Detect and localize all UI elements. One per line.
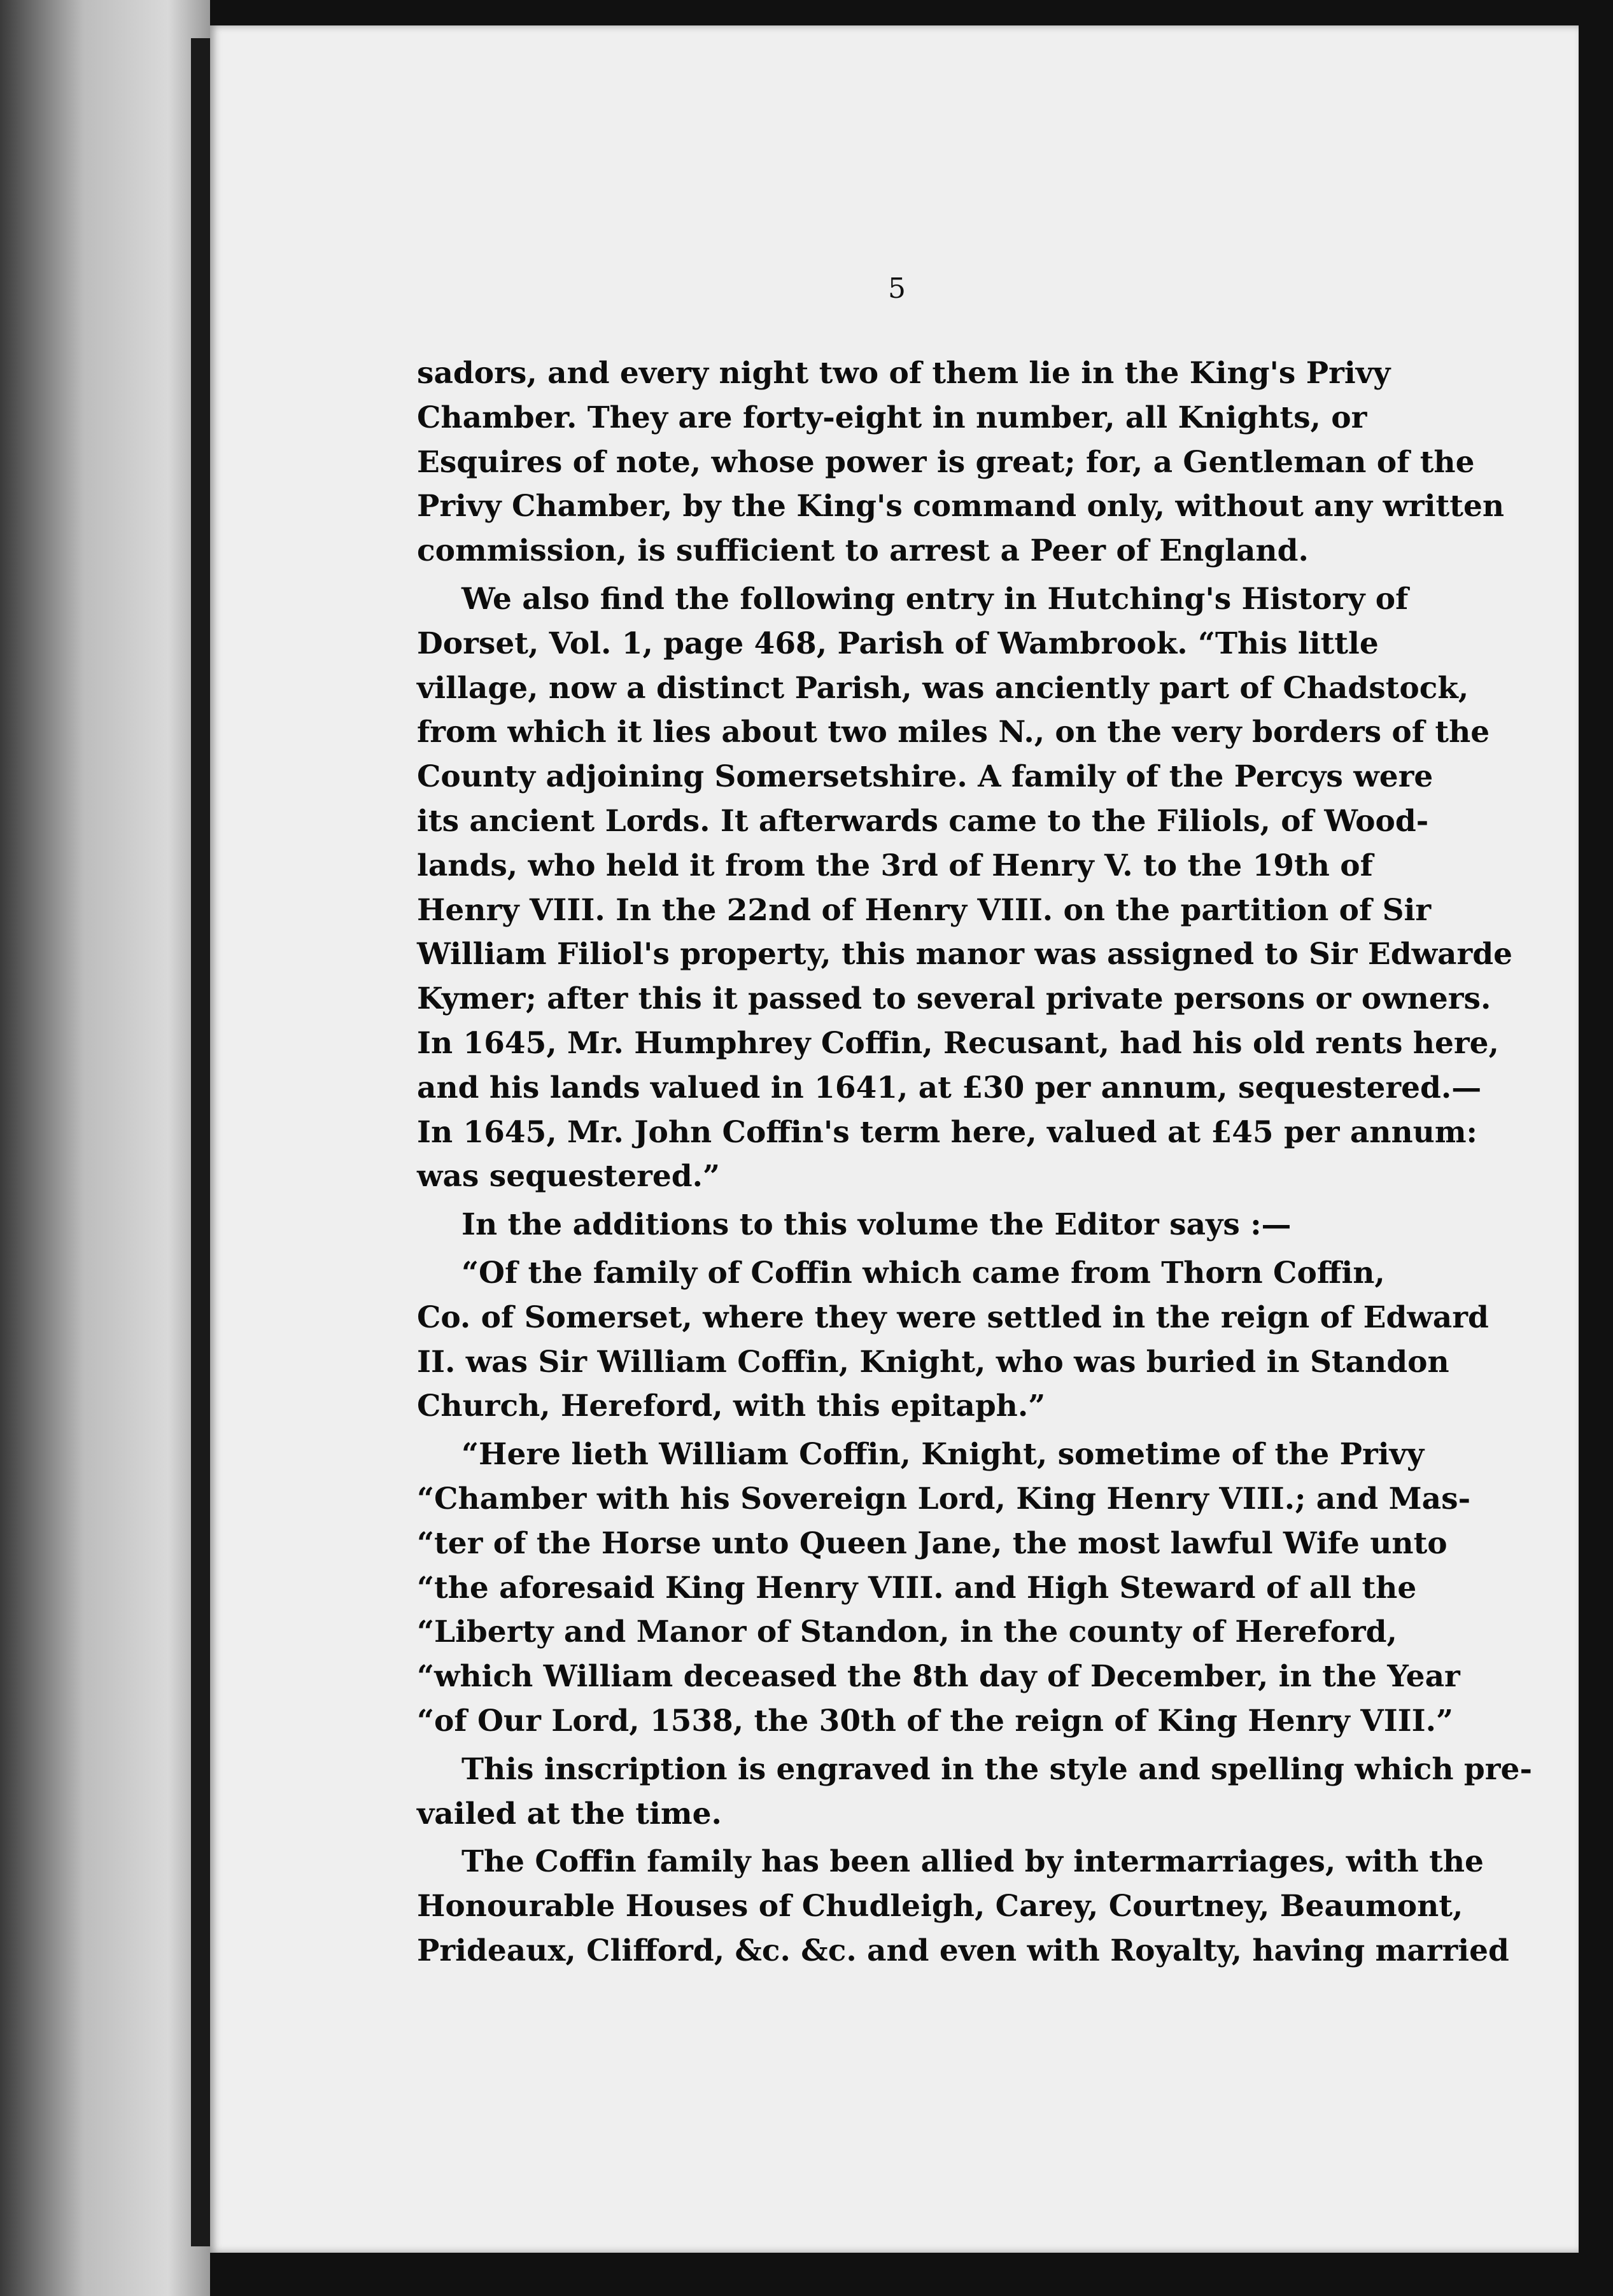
text-line: William Filiol's property, this manor was assigned to Sir Edwarde xyxy=(417,937,1513,972)
text-line: was sequestered.” xyxy=(417,1159,721,1194)
text-line: County adjoining Somersetshire. A family of the Percys were xyxy=(417,759,1433,795)
text-line: “the aforesaid King Henry VIII. and High Steward of all the xyxy=(417,1570,1417,1606)
paragraph xyxy=(417,1203,1359,1247)
page-number: 5 xyxy=(888,272,906,305)
text-line: In the additions to this volume the Editor says :— xyxy=(461,1207,1292,1243)
paragraph xyxy=(417,1432,1471,1744)
text-line: “which William deceased the 8th day of December, in the Year xyxy=(417,1659,1460,1695)
text-line: “Here lieth William Coffin, Knight, sometime of the Privy xyxy=(461,1437,1425,1473)
paragraph xyxy=(417,1251,1489,1429)
book-binding xyxy=(191,38,210,2246)
text-line: lands, who held it from the 3rd of Henry V. to the 19th of xyxy=(417,848,1373,883)
text-line: vailed at the time. xyxy=(417,1796,722,1831)
paragraph xyxy=(417,577,1513,1199)
text-line: its ancient Lords. It afterwards came to the Filiols, of Wood- xyxy=(417,803,1429,839)
text-line: In 1645, Mr. Humphrey Coffin, Recusant, had his old rents here, xyxy=(417,1025,1499,1061)
text-line: commission, is sufficient to arrest a Peer of England. xyxy=(417,533,1309,569)
text-line: Church, Hereford, with this epitaph.” xyxy=(417,1389,1046,1424)
text-line: Esquires of note, whose power is great; for, a Gentleman of the xyxy=(417,444,1475,480)
text-line: “of Our Lord, 1538, the 30th of the reign of King Henry VIII.” xyxy=(417,1703,1454,1739)
text-line: “ter of the Horse unto Queen Jane, the most lawful Wife unto xyxy=(417,1525,1447,1561)
text-line: Kymer; after this it passed to several private persons or owners. xyxy=(417,981,1491,1017)
paragraph xyxy=(417,1840,1509,1973)
text-line: Dorset, Vol. 1, page 468, Parish of Wambrook. “This little xyxy=(417,626,1379,661)
text-line: Henry VIII. In the 22nd of Henry VIII. on the partition of Sir xyxy=(417,892,1432,928)
text-line: The Coffin family has been allied by intermarriages, with the xyxy=(461,1844,1484,1880)
text-line: Chamber. They are forty-eight in number, all Knights, or xyxy=(417,400,1367,435)
text-line: “Chamber with his Sovereign Lord, King Henry VIII.; and Mas- xyxy=(417,1481,1471,1516)
text-line: In 1645, Mr. John Coffin's term here, valued at £45 per annum: xyxy=(417,1114,1477,1150)
paragraph xyxy=(417,351,1505,573)
text-line: “Liberty and Manor of Standon, in the county of Hereford, xyxy=(417,1614,1397,1650)
text-line: sadors, and every night two of them lie in the King's Privy xyxy=(417,356,1391,391)
page-body-text xyxy=(417,351,1532,1973)
text-line: We also find the following entry in Hutching's History of xyxy=(461,581,1409,617)
text-line: Co. of Somerset, where they were settled in the reign of Edward xyxy=(417,1299,1489,1335)
paragraph xyxy=(417,1747,1532,1837)
text-line: Honourable Houses of Chudleigh, Carey, Courtney, Beaumont, xyxy=(417,1889,1463,1924)
text-line: and his lands valued in 1641, at £30 per annum, sequestered.— xyxy=(417,1070,1482,1105)
text-line: Privy Chamber, by the King's command only, without any written xyxy=(417,489,1505,524)
text-line: Prideaux, Clifford, &c. &c. and even with Royalty, having married xyxy=(417,1933,1509,1968)
facing-page-edge xyxy=(0,0,210,2296)
text-line: “Of the family of Coffin which came from Thorn Coffin, xyxy=(461,1255,1385,1291)
text-line: II. was Sir William Coffin, Knight, who was buried in Standon xyxy=(417,1344,1449,1380)
text-line: This inscription is engraved in the style and spelling which pre- xyxy=(461,1751,1532,1787)
text-line: village, now a distinct Parish, was anciently part of Chadstock, xyxy=(417,670,1469,706)
text-line: from which it lies about two miles N., on the very borders of the xyxy=(417,715,1490,750)
